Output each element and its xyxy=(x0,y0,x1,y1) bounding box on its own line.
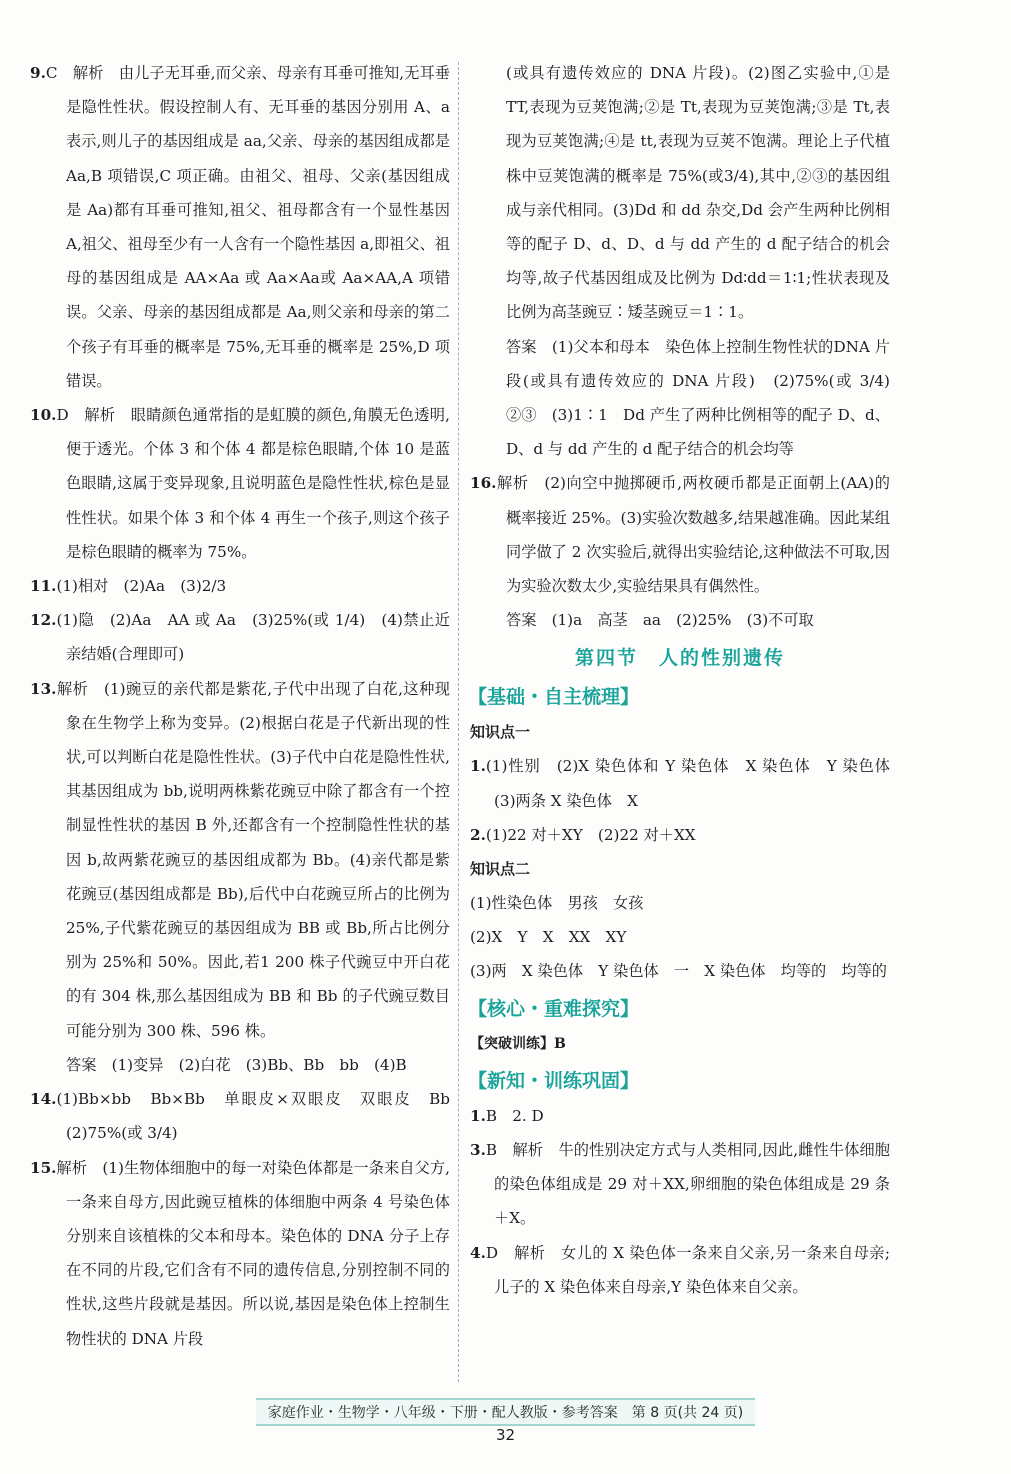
question-number: 15. xyxy=(30,1158,57,1177)
answer-text: (1)隐 (2)Aa AA 或 Aa (3)25%(或 1/4) (4)禁止近亲结婚(合理即可) xyxy=(56,611,450,664)
kp2-item: (1)性染色体 男孩 女孩 xyxy=(470,894,644,913)
page-number: 32 xyxy=(495,1426,516,1444)
answer-text: D 解析 女儿的 X 染色体一条来自父亲,另一条来自母亲;儿子的 X 染色体来自母亲,Y 染色体来自父亲。 xyxy=(485,1243,890,1296)
answer-text: (1)22 对＋XY (2)22 对＋XX xyxy=(485,825,696,844)
question-number: 1. xyxy=(470,1106,486,1125)
answer-paragraph xyxy=(30,569,450,603)
footer-text: 家庭作业・生物学・八年级・下册・配人教版・参考答案 第 8 页(共 24 页) xyxy=(256,1398,755,1426)
question-number: 11. xyxy=(30,577,57,596)
question-number: 3. xyxy=(470,1141,486,1160)
answer-paragraph xyxy=(470,1099,890,1133)
answer-text: 答案 (1)a 高茎 aa (2)25% (3)不可取 xyxy=(506,611,814,630)
question-number: 13. xyxy=(30,679,57,698)
right-answers xyxy=(470,56,906,637)
answer-text: 解析 (2)向空中抛掷硬币,两枚硬币都是正面朝上(AA)的概率接近 25%。(3)实验次数越多,结果越准确。因此某组同学做了 2 次实验后,就得出实验结论,这种做法不可取,因为实验次数太少,实验结果具有偶然性。 xyxy=(496,474,890,596)
left-column xyxy=(30,56,466,1356)
answer-text: D 解析 眼睛颜色通常指的是虹膜的颜色,角膜无色透明,便于透光。个体 3 和个体 4 都是棕色眼睛,个体 10 是蓝色眼睛,这属于变异现象,且说明蓝色是隐性性状,棕色是显性性状。如果个体 3 和个体 4 再生一个孩子,则这个孩子是棕色眼睛的概率为 75%。 xyxy=(56,406,450,561)
answer-paragraph xyxy=(30,672,450,1048)
answer-text: B 解析 牛的性别决定方式与人类相同,因此,雌性牛体细胞的染色体组成是 29 对＋XX,卵细胞的染色体组成是 29 条＋X。 xyxy=(485,1141,890,1228)
question-number: 16. xyxy=(470,474,497,493)
section-title: 第四节 人的性别遗传 xyxy=(574,647,785,670)
question-number: 1. xyxy=(470,757,486,776)
answer-text: C 解析 由儿子无耳垂,而父亲、母亲有耳垂可推知,无耳垂是隐性性状。假设控制人有、无耳垂的基因分别用 A、a 表示,则儿子的基因组成是 aa,父亲、母亲的基因组成都是 Aa,B 项错误,C 项正确。由祖父、祖母、父亲(基因组成是 Aa)都有耳垂可推知,祖父、祖母都含有一个显性基因 A,祖父、祖母至少有一人含有一个隐性基因 a,即祖父、祖母的基因组成是 AA×Aa 或 Aa×Aa或 Aa×AA,A 项错误。父亲、母亲的基因组成都是 Aa,则父亲和母亲的第二个孩子有耳垂的概率是 75%,无耳垂的概率是 25%,D 项错误。 xyxy=(45,64,450,390)
knowledge-point-2: 知识点二 xyxy=(470,860,531,879)
answer-paragraph xyxy=(470,1133,890,1236)
kp2-item: (3)两 X 染色体 Y 染色体 一 X 染色体 均等的 均等的 xyxy=(470,962,887,981)
heading-core: 【核心・重难探究】 xyxy=(468,997,640,1020)
footer xyxy=(0,1398,1011,1426)
answer-text: (1)Bb×bb Bb×Bb 单眼皮×双眼皮 双眼皮 Bb (2)75%(或 3/4) xyxy=(56,1090,466,1143)
kp2-item: (2)X Y X XX XY xyxy=(470,928,627,947)
answer-paragraph xyxy=(470,818,890,852)
answer-text: 答案 (1)父本和母本 染色体上控制生物性状的DNA 片段(或具有遗传效应的 DNA 片段) (2)75%(或 3/4) ②③ (3)1∶1 Dd 产生了两种比例相等的配子 D、d、D、d 与 dd 产生的 d 配子结合的机会均等 xyxy=(506,337,906,459)
question-number: 14. xyxy=(30,1090,57,1109)
answer-paragraph xyxy=(470,56,890,330)
question-number: 12. xyxy=(30,611,57,630)
answer-paragraph xyxy=(30,398,450,569)
answer-paragraph xyxy=(30,56,450,398)
question-number: 10. xyxy=(30,406,57,425)
answer-text: 答案 (1)变异 (2)白花 (3)Bb、Bb bb (4)B xyxy=(66,1055,407,1074)
right-column xyxy=(468,56,906,1304)
column-divider xyxy=(458,62,459,1382)
question-number: 4. xyxy=(470,1243,486,1262)
question-number: 9. xyxy=(30,64,46,82)
heading-basic: 【基础・自主梳理】 xyxy=(468,686,640,709)
answer-text: (1)性别 (2)X 染色体和 Y 染色体 X 染色体 Y 染色体 (3)两条 X 染色体 X xyxy=(485,757,906,810)
answer-paragraph xyxy=(470,330,906,467)
answer-paragraph xyxy=(30,1048,450,1082)
heading-new: 【新知・训练巩固】 xyxy=(468,1069,640,1092)
answer-paragraph xyxy=(30,1082,466,1150)
kp1-list xyxy=(470,749,906,852)
knowledge-point-1: 知识点一 xyxy=(470,723,531,742)
answer-text: (或具有遗传效应的 DNA 片段)。(2)图乙实验中,①是 TT,表现为豆荚饱满;②是 Tt,表现为豆荚饱满;③是 Tt,表现为豆荚饱满;④是 tt,表现为豆荚不饱满。理论上子代植株中豆荚饱满的概率是 75%(或3/4),其中,②③的基因组成与亲代相同。(3)Dd 和 dd 杂交,Dd 会产生两种比例相等的配子 D、d、D、d 与 dd 产生的 d 配子结合的机会均等,故子代基因组成及比例为 Dd∶dd＝1∶1;性状表现及比例为高茎豌豆∶矮茎豌豆＝1∶1。 xyxy=(506,64,890,322)
answer-text: (1)相对 (2)Aa (3)2/3 xyxy=(56,577,227,596)
answer-paragraph xyxy=(470,603,890,637)
answer-paragraph xyxy=(470,466,890,603)
new-knowledge-list xyxy=(470,1099,890,1304)
answer-paragraph xyxy=(30,603,450,671)
question-number: 2. xyxy=(470,825,486,844)
answer-text: 解析 (1)生物体细胞中的每一对染色体都是一条来自父方,一条来自母方,因此豌豆植株的体细胞中两条 4 号染色体分别来自该植株的父本和母本。染色体的 DNA 分子上存在不同的片段,它们含有不同的遗传信息,分别控制不同的性状,这些片段就是基因。所以说,基因是染色体上控制生物性状的 DNA 片段 xyxy=(56,1158,450,1348)
answer-paragraph xyxy=(470,1236,890,1304)
answer-paragraph xyxy=(470,749,906,817)
answer-text: B 2. D xyxy=(485,1106,544,1125)
answer-paragraph xyxy=(30,1151,450,1356)
breakthrough-training: 【突破训练】B xyxy=(470,1035,566,1052)
answer-text: 解析 (1)豌豆的亲代都是紫花,子代中出现了白花,这种现象在生物学上称为变异。(2)根据白花是子代新出现的性状,可以判断白花是隐性性状。(3)子代中白花是隐性性状,其基因组成为 bb,说明两株紫花豌豆中除了都含有一个控制显性性状的基因 B 外,还都含有一个控制隐性性状的基因 b,故两紫花豌豆的基因组成都为 Bb。(4)亲代都是紫花豌豆(基因组成都是 Bb),后代中白花豌豆所占的比例为 25%,子代紫花豌豆的基因组成为 BB 或 Bb,所占比例分别为 25%和 50%。因此,若1 200 株子代豌豆中开白花的有 304 株,那么基因组成为 BB 和 Bb 的子代豌豆数目可能分别为 300 株、596 株。 xyxy=(56,679,450,1040)
kp2-list xyxy=(470,886,890,989)
